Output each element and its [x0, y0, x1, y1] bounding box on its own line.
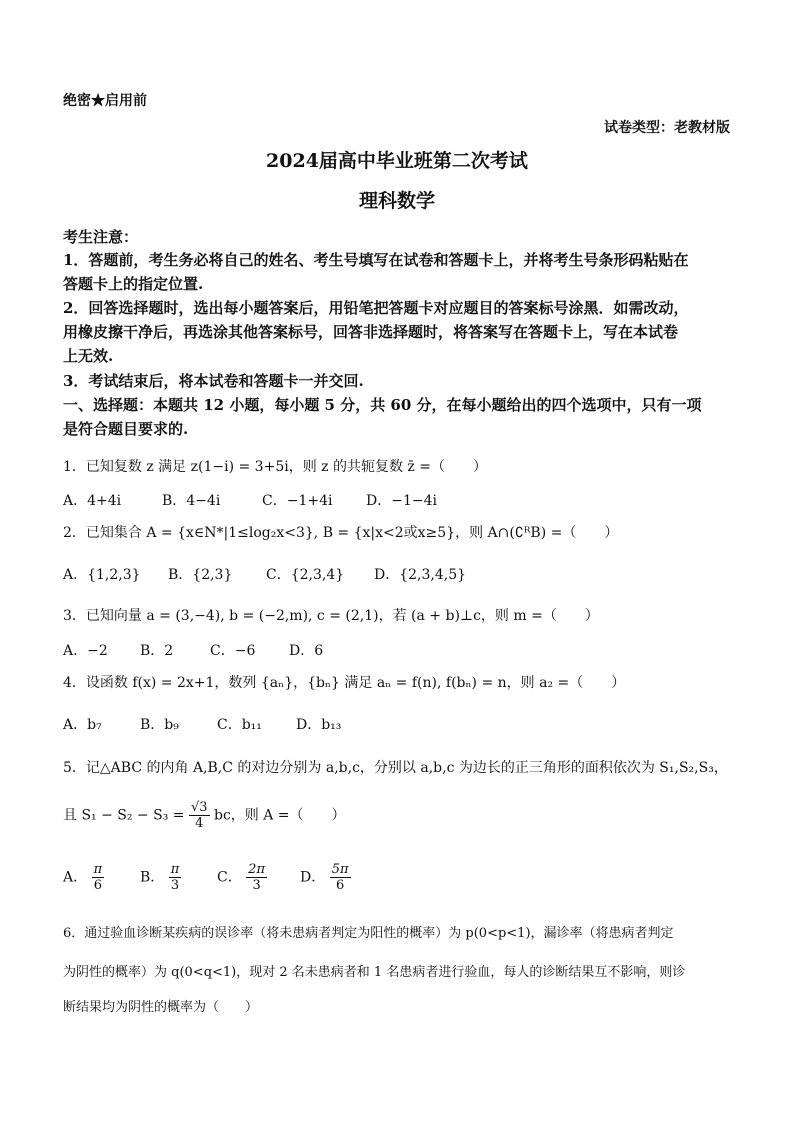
- notice-line: 1．答题前，考生务必将自己的姓名、考生号填写在试卷和答题卡上，并将考生号条形码粘贴在: [63, 251, 689, 269]
- q5-option-num: 2π: [248, 862, 265, 877]
- notice-line: 用橡皮擦干净后，再选涂其他答案标号，回答非选择题时，将答案写在答题卡上，写在本试卷: [63, 323, 679, 341]
- section-heading: 一、选择题：本题共 12 小题，每小题 5 分，共 60 分，在每小题给出的四个选项中，只有一项: [63, 396, 702, 414]
- q5-option-den: 3: [170, 878, 180, 893]
- q2-option-a: A．{1,2,3}: [63, 567, 141, 583]
- q5-option-fraction: [246, 862, 267, 893]
- question-2-stem: 2．已知集合 A = {x∈N*|1≤log₂x<3}, B = {x|x<2或x≥5}，则 A∩(∁ᴿB) =（ ）: [63, 525, 619, 541]
- q4-option-a: A．b₇: [63, 717, 102, 733]
- question-6-stem-cont: 断结果均为阴性的概率为（ ）: [63, 1000, 259, 1015]
- q2-option-b: B．{2,3}: [168, 567, 233, 583]
- q2-option-d: D．{2,3,4,5}: [374, 567, 467, 583]
- q5-option-a: [63, 862, 104, 893]
- q3-option-b: B．2: [140, 643, 174, 659]
- q5-condition-pre: 且 S₁ − S₂ − S₃ =: [63, 807, 185, 824]
- q4-option-c: C．b₁₁: [217, 717, 262, 733]
- question-5-condition: [63, 800, 734, 831]
- q5-condition-post: bc，则 A =（ ）: [213, 807, 346, 824]
- q5-option-num: 5π: [331, 862, 349, 877]
- q5-fraction-num: √3: [190, 800, 208, 815]
- question-5-stem: 5．记△ABC 的内角 A,B,C 的对边分别为 a,b,c，分别以 a,b,c 为边长的正三角形的面积依次为 S₁,S₂,S₃，: [63, 760, 728, 776]
- q3-option-a: A．−2: [63, 643, 108, 659]
- q1-option-c: C．−1+4i: [262, 493, 333, 509]
- question-3-stem: 3．已知向量 a = (3,−4), b = (−2,m), c = (2,1)，若 (a + b)⊥c，则 m =（ ）: [63, 608, 599, 624]
- notice-heading: 考生注意：: [63, 228, 139, 246]
- q5-option-letter: D．: [300, 869, 326, 886]
- question-6-stem: 6．通过验血诊断某疾病的误诊率（将未患病者判定为阳性的概率）为 p(0<p<1)，漏诊率（将患病者判定: [63, 926, 674, 941]
- q5-option-fraction: [169, 862, 182, 893]
- q5-fraction: [189, 800, 210, 831]
- section-heading-cont: 是符合题目要求的.: [63, 420, 189, 438]
- question-4-stem: 4．设函数 f(x) = 2x+1，数列 {aₙ}，{bₙ} 满足 aₙ = f(n), f(bₙ) = n，则 a₂ =（ ）: [63, 675, 626, 691]
- q5-option-letter: B．: [140, 869, 165, 886]
- q5-option-den: 6: [335, 878, 345, 893]
- q5-option-letter: C．: [217, 869, 242, 886]
- q1-option-d: D．−1−4i: [366, 493, 437, 509]
- exam-type-label: 试卷类型：老教材版: [604, 120, 730, 136]
- question-1-stem: 1．已知复数 z 满足 z(1−i) = 3+5i，则 z 的共轭复数 z̄ =（ ）: [63, 459, 487, 475]
- q1-option-b: B．4−4i: [162, 493, 221, 509]
- q5-option-den: 6: [93, 878, 102, 893]
- q3-option-c: C．−6: [210, 643, 256, 659]
- q5-fraction-den: 4: [195, 816, 204, 831]
- q5-option-d: [300, 862, 351, 893]
- question-6-stem-cont: 为阴性的概率）为 q(0<q<1)，现对 2 名未患病者和 1 名患病者进行验血，每人的诊断结果互不影响，则诊: [63, 965, 686, 980]
- secrecy-label: 绝密★启用前: [63, 93, 147, 109]
- q5-option-num: π: [93, 862, 103, 877]
- q4-option-d: D．b₁₃: [296, 717, 342, 733]
- q1-option-a: A．4+4i: [63, 493, 122, 509]
- q5-option-fraction: [330, 862, 351, 893]
- q5-option-fraction: [92, 862, 105, 893]
- q4-option-b: B．b₉: [140, 717, 179, 733]
- notice-line: 答题卡上的指定位置.: [63, 275, 204, 293]
- q5-option-den: 3: [252, 878, 261, 893]
- exam-subject: 理科数学: [358, 190, 435, 212]
- notice-line: 上无效.: [63, 347, 114, 365]
- q5-option-b: [140, 862, 181, 893]
- q5-option-c: [217, 862, 267, 893]
- notice-line: 3．考试结束后，将本试卷和答题卡一并交回.: [63, 372, 364, 390]
- q2-option-c: C．{2,3,4}: [266, 567, 345, 583]
- q5-option-letter: A．: [63, 869, 88, 886]
- exam-title: 2024届高中毕业班第二次考试: [266, 150, 528, 172]
- q3-option-d: D．6: [289, 643, 324, 659]
- notice-line: 2．回答选择题时，选出每小题答案后，用铅笔把答题卡对应题目的答案标号涂黑．如需改动，: [63, 299, 689, 317]
- q5-option-num: π: [170, 862, 180, 877]
